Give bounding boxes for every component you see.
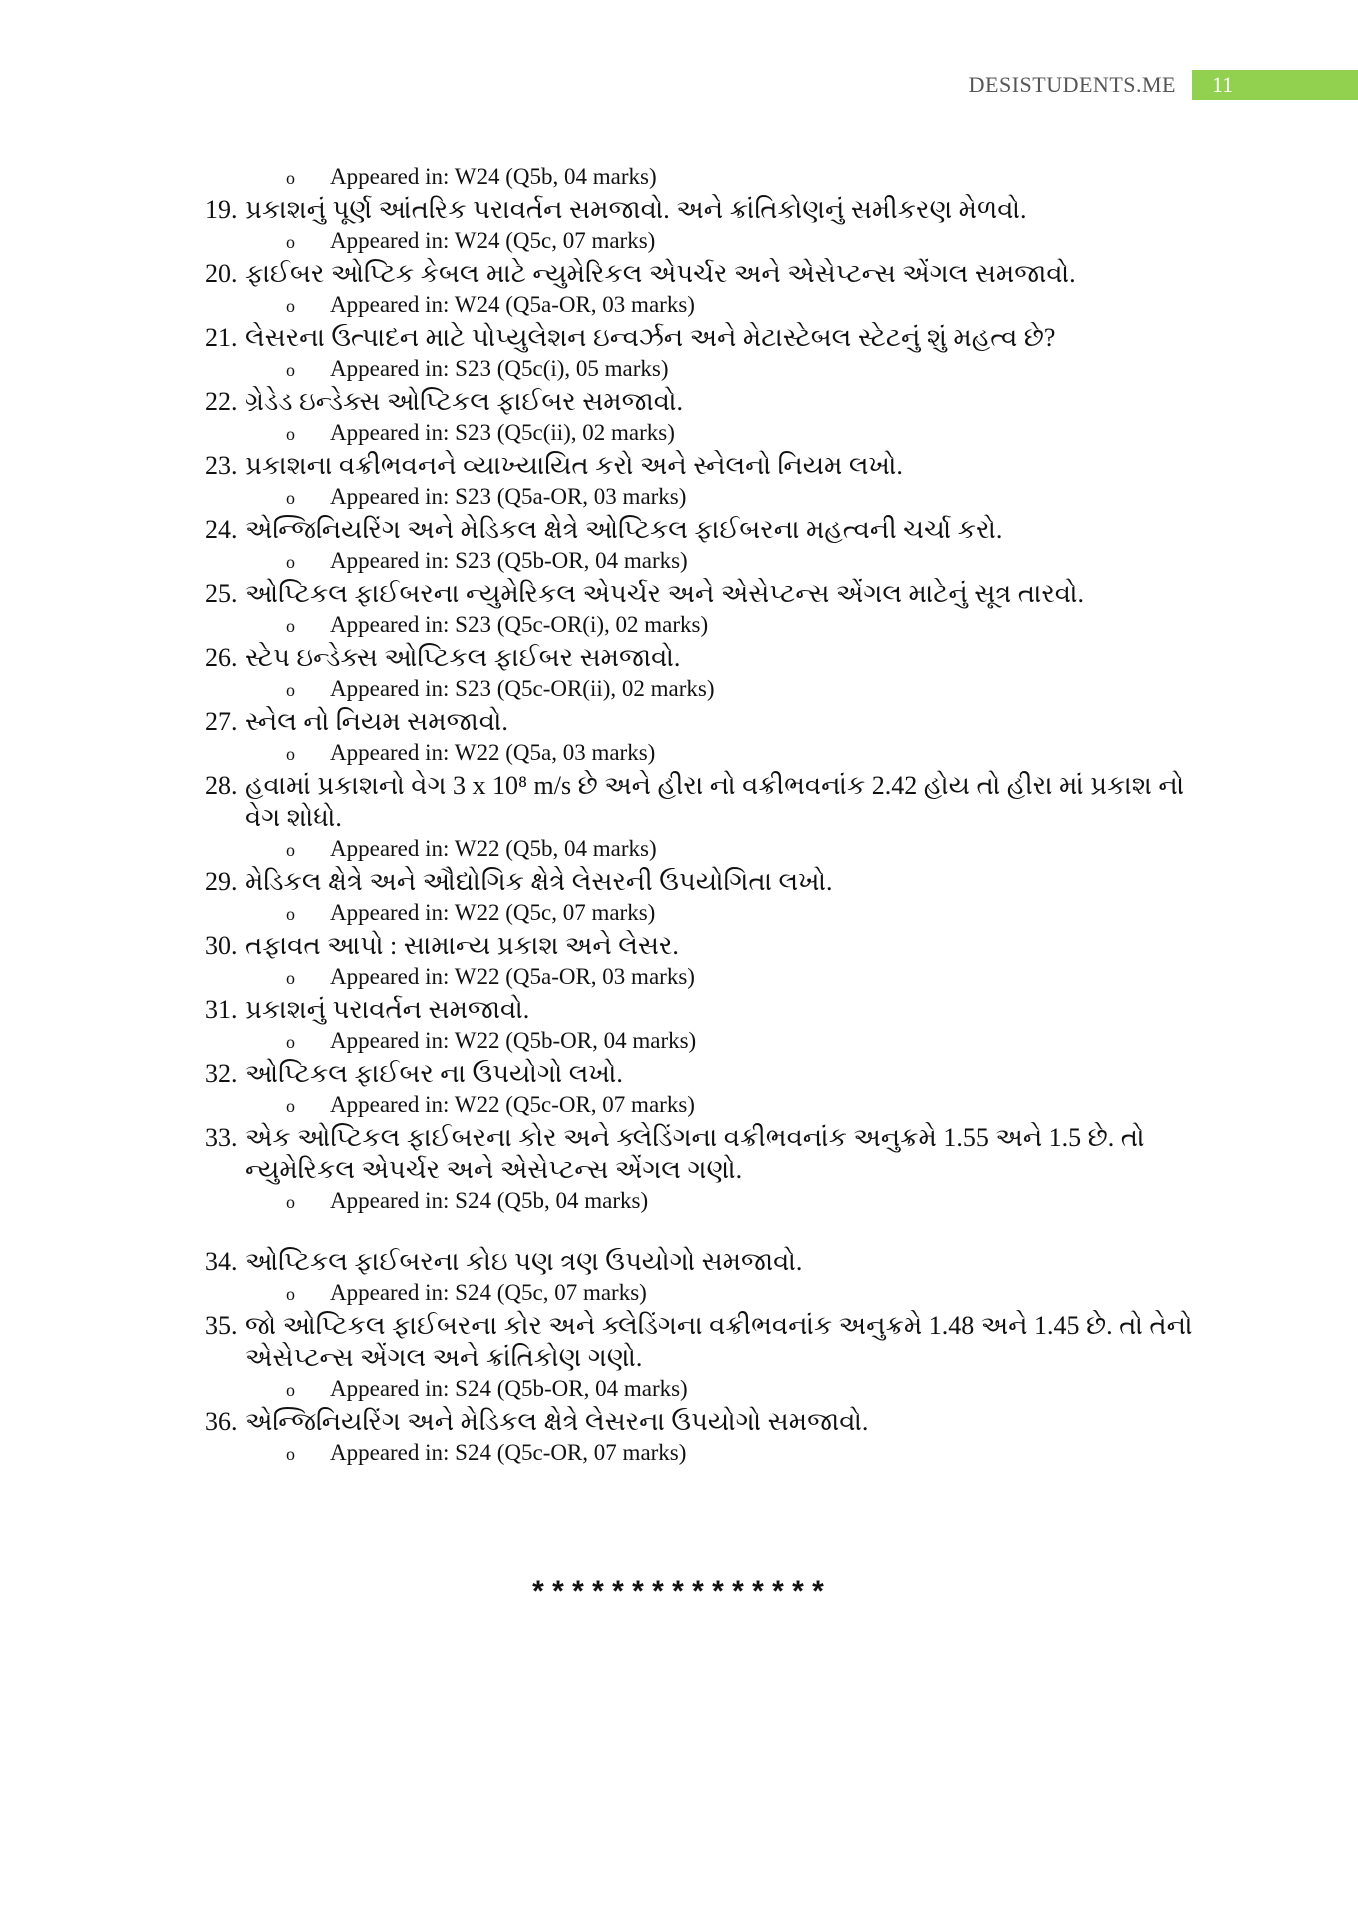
page-header bbox=[969, 70, 1358, 100]
question-text: સ્નેલ નો નિયમ સમજાવો. bbox=[245, 707, 508, 736]
bullet-icon: o bbox=[286, 488, 295, 508]
question-number: 29. bbox=[205, 867, 238, 896]
appeared-line bbox=[286, 162, 1205, 194]
question-number: 33. bbox=[205, 1123, 238, 1152]
question-item bbox=[205, 578, 1205, 610]
question-text: એન્જિનિયરિંગ અને મેડિકલ ક્ષેત્રે લેસરના ઉપયોગો સમજાવો. bbox=[245, 1407, 869, 1436]
bullet-icon: o bbox=[286, 680, 295, 700]
appeared-text: Appeared in: S24 (Q5b, 04 marks) bbox=[330, 1188, 649, 1213]
appeared-line bbox=[286, 610, 1205, 642]
bullet-icon: o bbox=[286, 616, 295, 636]
appeared-line bbox=[286, 1438, 1205, 1470]
question-number: 24. bbox=[205, 515, 238, 544]
appeared-line bbox=[286, 354, 1205, 386]
question-item bbox=[205, 1122, 1205, 1186]
question-number: 22. bbox=[205, 387, 238, 416]
appeared-text: Appeared in: W22 (Q5b, 04 marks) bbox=[330, 836, 657, 861]
appeared-text: Appeared in: W22 (Q5a, 03 marks) bbox=[330, 740, 656, 765]
question-number: 25. bbox=[205, 579, 238, 608]
appeared-text: Appeared in: W24 (Q5b, 04 marks) bbox=[330, 164, 657, 189]
question-number: 21. bbox=[205, 323, 238, 352]
bullet-icon: o bbox=[286, 1096, 295, 1116]
appeared-line bbox=[286, 834, 1205, 866]
end-marker: *************** bbox=[528, 1578, 830, 1612]
appeared-line bbox=[286, 1090, 1205, 1122]
bullet-icon: o bbox=[286, 1284, 295, 1304]
question-item bbox=[205, 258, 1205, 290]
question-number: 32. bbox=[205, 1059, 238, 1088]
appeared-line bbox=[286, 738, 1205, 770]
bullet-icon: o bbox=[286, 840, 295, 860]
site-name: DESISTUDENTS.ME bbox=[968, 72, 1176, 97]
bullet-icon: o bbox=[286, 1032, 295, 1052]
bullet-icon: o bbox=[286, 296, 295, 316]
question-text: હવામાં પ્રકાશનો વેગ 3 x 10⁸ m/s છે અને હીરા નો વક્રીભવનાંક 2.42 હોય તો હીરા માં પ્રકાશ નો વેગ શોધો. bbox=[245, 771, 1185, 832]
question-text: ઓપ્ટિકલ ફાઈબરના કોઇ પણ ત્રણ ઉપયોગો સમજાવો. bbox=[245, 1247, 803, 1276]
spacer bbox=[205, 1218, 1205, 1246]
bullet-icon: o bbox=[286, 1444, 295, 1464]
appeared-text: Appeared in: S23 (Q5a-OR, 03 marks) bbox=[330, 484, 687, 509]
question-text: ફાઈબર ઓપ્ટિક કેબલ માટે ન્યુમેરિકલ એપર્ચર અને એસેપ્ટન્સ એંગલ સમજાવો. bbox=[245, 259, 1076, 288]
appeared-line bbox=[286, 418, 1205, 450]
question-item bbox=[205, 386, 1205, 418]
question-text: એન્જિનિયરિંગ અને મેડિકલ ક્ષેત્રે ઓપ્ટિકલ ફાઈબરના મહત્વની ચર્ચા કરો. bbox=[245, 515, 1003, 544]
appeared-line bbox=[286, 1186, 1205, 1218]
appeared-line bbox=[286, 1374, 1205, 1406]
question-text: જો ઓપ્ટિકલ ફાઈબરના કોર અને ક્લેડિંગના વક્રીભવનાંક અનુક્રમે 1.48 અને 1.45 છે. તો તેનો એસેપ્ટન્સ એંગલ અને ક્રાંતિકોણ ગણો. bbox=[245, 1311, 1193, 1372]
question-text: એક ઓપ્ટિકલ ફાઈબરના કોર અને ક્લેડિંગના વક્રીભવનાંક અનુક્રમે 1.55 અને 1.5 છે. તો ન્યુમેરિકલ એપર્ચર અને એસેપ્ટન્સ એંગલ ગણો. bbox=[245, 1123, 1145, 1184]
question-item bbox=[205, 514, 1205, 546]
question-item bbox=[205, 322, 1205, 354]
question-item bbox=[205, 1246, 1205, 1278]
question-number: 34. bbox=[205, 1247, 238, 1276]
question-number: 19. bbox=[205, 195, 238, 224]
appeared-text: Appeared in: W24 (Q5a-OR, 03 marks) bbox=[330, 292, 695, 317]
question-text: પ્રકાશનું પરાવર્તન સમજાવો. bbox=[245, 995, 530, 1024]
question-number: 27. bbox=[205, 707, 238, 736]
appeared-text: Appeared in: W22 (Q5b-OR, 04 marks) bbox=[330, 1028, 697, 1053]
bullet-icon: o bbox=[286, 360, 295, 380]
bullet-icon: o bbox=[286, 968, 295, 988]
question-item bbox=[205, 770, 1205, 834]
appeared-text: Appeared in: S24 (Q5c-OR, 07 marks) bbox=[330, 1440, 687, 1465]
appeared-line bbox=[286, 546, 1205, 578]
question-number: 36. bbox=[205, 1407, 238, 1436]
appeared-line bbox=[286, 290, 1205, 322]
appeared-text: Appeared in: S23 (Q5c-OR(i), 02 marks) bbox=[330, 612, 709, 637]
question-number: 30. bbox=[205, 931, 238, 960]
question-list bbox=[205, 162, 1205, 1470]
question-text: ઓપ્ટિકલ ફાઈબર ના ઉપયોગો લખો. bbox=[245, 1059, 623, 1088]
appeared-text: Appeared in: S23 (Q5b-OR, 04 marks) bbox=[330, 548, 688, 573]
question-text: ઓપ્ટિકલ ફાઈબરના ન્યુમેરિકલ એપર્ચર અને એસેપ્ટન્સ એંગલ માટેનું સૂત્ર તારવો. bbox=[245, 579, 1084, 608]
bullet-icon: o bbox=[286, 424, 295, 444]
bullet-icon: o bbox=[286, 1192, 295, 1212]
question-item bbox=[205, 642, 1205, 674]
question-number: 26. bbox=[205, 643, 238, 672]
appeared-text: Appeared in: S23 (Q5c(i), 05 marks) bbox=[330, 356, 669, 381]
appeared-text: Appeared in: W22 (Q5c, 07 marks) bbox=[330, 900, 656, 925]
bullet-icon: o bbox=[286, 904, 295, 924]
question-item bbox=[205, 994, 1205, 1026]
question-item bbox=[205, 1406, 1205, 1438]
bullet-icon: o bbox=[286, 1380, 295, 1400]
appeared-line bbox=[286, 898, 1205, 930]
page-number: 11 bbox=[1192, 70, 1358, 100]
question-text: મેડિકલ ક્ષેત્રે અને ઔદ્યોગિક ક્ષેત્રે લેસરની ઉપયોગિતા લખો. bbox=[245, 867, 833, 896]
appeared-line bbox=[286, 482, 1205, 514]
appeared-text: Appeared in: W22 (Q5c-OR, 07 marks) bbox=[330, 1092, 695, 1117]
question-text: પ્રકાશના વક્રીભવનને વ્યાખ્યાયિત કરો અને સ્નેલનો નિયમ લખો. bbox=[245, 451, 903, 480]
question-number: 28. bbox=[205, 771, 238, 800]
question-item bbox=[205, 450, 1205, 482]
question-item bbox=[205, 930, 1205, 962]
bullet-icon: o bbox=[286, 168, 295, 188]
appeared-text: Appeared in: S24 (Q5b-OR, 04 marks) bbox=[330, 1376, 688, 1401]
appeared-line bbox=[286, 962, 1205, 994]
question-number: 31. bbox=[205, 995, 238, 1024]
appeared-line bbox=[286, 674, 1205, 706]
question-item bbox=[205, 866, 1205, 898]
question-item bbox=[205, 706, 1205, 738]
appeared-text: Appeared in: S23 (Q5c(ii), 02 marks) bbox=[330, 420, 675, 445]
appeared-line bbox=[286, 1026, 1205, 1058]
question-number: 20. bbox=[205, 259, 238, 288]
question-text: તફાવત આપો : સામાન્ય પ્રકાશ અને લેસર. bbox=[245, 931, 679, 960]
bullet-icon: o bbox=[286, 552, 295, 572]
question-item bbox=[205, 1058, 1205, 1090]
question-item bbox=[205, 1310, 1205, 1374]
appeared-text: Appeared in: W24 (Q5c, 07 marks) bbox=[330, 228, 656, 253]
question-text: સ્ટેપ ઇન્ડેક્સ ઓપ્ટિકલ ફાઈબર સમજાવો. bbox=[245, 643, 681, 672]
bullet-icon: o bbox=[286, 232, 295, 252]
question-number: 35. bbox=[205, 1311, 238, 1340]
question-text: પ્રકાશનું પૂર્ણ આંતરિક પરાવર્તન સમજાવો. અને ક્રાંતિકોણનું સમીકરણ મેળવો. bbox=[245, 195, 1027, 224]
appeared-line bbox=[286, 226, 1205, 258]
question-text: ગ્રેડેડ ઇન્ડેક્સ ઓપ્ટિકલ ફાઈબર સમજાવો. bbox=[245, 387, 683, 416]
question-number: 23. bbox=[205, 451, 238, 480]
question-text: લેસરના ઉત્પાદન માટે પોપ્યુલેશન ઇન્વર્ઝન અને મેટાસ્ટેબલ સ્ટેટનું શું મહત્વ છે? bbox=[245, 323, 1056, 352]
appeared-text: Appeared in: S24 (Q5c, 07 marks) bbox=[330, 1280, 647, 1305]
appeared-line bbox=[286, 1278, 1205, 1310]
appeared-text: Appeared in: S23 (Q5c-OR(ii), 02 marks) bbox=[330, 676, 715, 701]
appeared-text: Appeared in: W22 (Q5a-OR, 03 marks) bbox=[330, 964, 695, 989]
bullet-icon: o bbox=[286, 744, 295, 764]
question-item bbox=[205, 194, 1205, 226]
